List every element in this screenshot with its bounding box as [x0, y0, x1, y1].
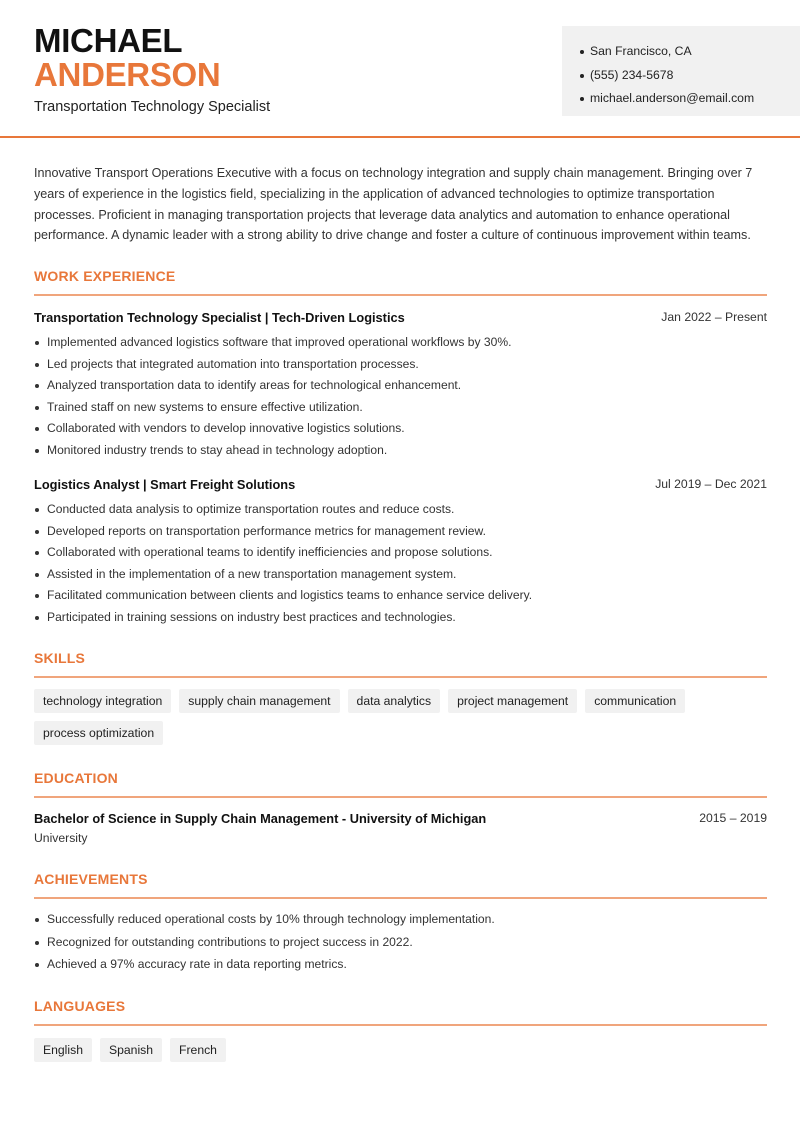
skill-tag: project management [448, 689, 577, 713]
skill-tag: data analytics [348, 689, 441, 713]
section-divider [34, 294, 767, 296]
contact-email[interactable]: michael.anderson@email.com [580, 87, 800, 111]
section-divider [34, 796, 767, 798]
list-item: Facilitated communication between clients and logistics teams to enhance service delivery. [34, 585, 767, 607]
job-title: Transportation Technology Specialist [34, 99, 271, 115]
list-item: Led projects that integrated automation into transportation processes. [34, 354, 767, 376]
list-item: Implemented advanced logistics software that improved operational workflows by 30%. [34, 332, 767, 354]
job-bullets [34, 499, 767, 628]
skill-tag: communication [585, 689, 685, 713]
resume-header [0, 0, 800, 138]
summary-paragraph: Innovative Transport Operations Executive with a focus on technology integration and supply chain management. Bringing over 7 years of experience in the logistics field, specializing in the application of advanced technologies to optimize transportation processes. Proficient in managing transportation projects that leverage data analytics and automation to enhance operational performance. A dynamic leader with a strong ability to drive change and foster a culture of continuous improvement within teams. [34, 166, 753, 243]
section-title-skills: SKILLS [34, 650, 85, 666]
list-item: Developed reports on transportation performance metrics for management review. [34, 521, 767, 543]
language-tag: English [34, 1038, 92, 1062]
first-name: MICHAEL [34, 22, 183, 59]
job-dates: Jul 2019 – Dec 2021 [655, 477, 767, 491]
list-item: Assisted in the implementation of a new transportation management system. [34, 564, 767, 586]
job-dates: Jan 2022 – Present [661, 310, 767, 324]
section-title-achievements: ACHIEVEMENTS [34, 871, 148, 887]
section-title-work: WORK EXPERIENCE [34, 268, 176, 284]
list-item: Achieved a 97% accuracy rate in data reporting metrics. [34, 954, 767, 977]
list-item: Collaborated with vendors to develop innovative logistics solutions. [34, 418, 767, 440]
list-item: Trained staff on new systems to ensure effective utilization. [34, 397, 767, 419]
list-item: Participated in training sessions on industry best practices and technologies. [34, 607, 767, 629]
skill-tag: technology integration [34, 689, 171, 713]
section-title-education: EDUCATION [34, 770, 118, 786]
skills-list [34, 689, 767, 745]
list-item: Conducted data analysis to optimize transportation routes and reduce costs. [34, 499, 767, 521]
education-dates: 2015 – 2019 [699, 811, 767, 825]
job-role: Transportation Technology Specialist | Tech-Driven Logistics [34, 310, 405, 325]
languages-list [34, 1038, 767, 1062]
list-item: Successfully reduced operational costs by 10% through technology implementation. [34, 909, 767, 932]
job-header [34, 477, 767, 492]
contact-box [562, 26, 800, 116]
section-divider [34, 676, 767, 678]
list-item: Monitored industry trends to stay ahead in technology adoption. [34, 440, 767, 462]
section-title-languages: LANGUAGES [34, 998, 126, 1014]
skill-tag: process optimization [34, 721, 163, 745]
list-item: Recognized for outstanding contributions to project success in 2022. [34, 932, 767, 955]
section-divider [34, 897, 767, 899]
achievements-list [34, 909, 767, 977]
language-tag: Spanish [100, 1038, 162, 1062]
education-header [34, 811, 767, 826]
list-item: Collaborated with operational teams to identify inefficiencies and propose solutions. [34, 542, 767, 564]
language-tag: French [170, 1038, 226, 1062]
contact-phone: (555) 234-5678 [580, 64, 800, 88]
job-header [34, 310, 767, 325]
contact-location: San Francisco, CA [580, 40, 800, 64]
list-item: Analyzed transportation data to identify areas for technological enhancement. [34, 375, 767, 397]
education-institution-type: University [34, 831, 88, 845]
section-divider [34, 1024, 767, 1026]
job-role: Logistics Analyst | Smart Freight Solutions [34, 477, 296, 492]
job-bullets [34, 332, 767, 461]
skill-tag: supply chain management [179, 689, 339, 713]
education-degree: Bachelor of Science in Supply Chain Management - University of Michigan [34, 811, 487, 826]
last-name: ANDERSON [34, 56, 221, 93]
